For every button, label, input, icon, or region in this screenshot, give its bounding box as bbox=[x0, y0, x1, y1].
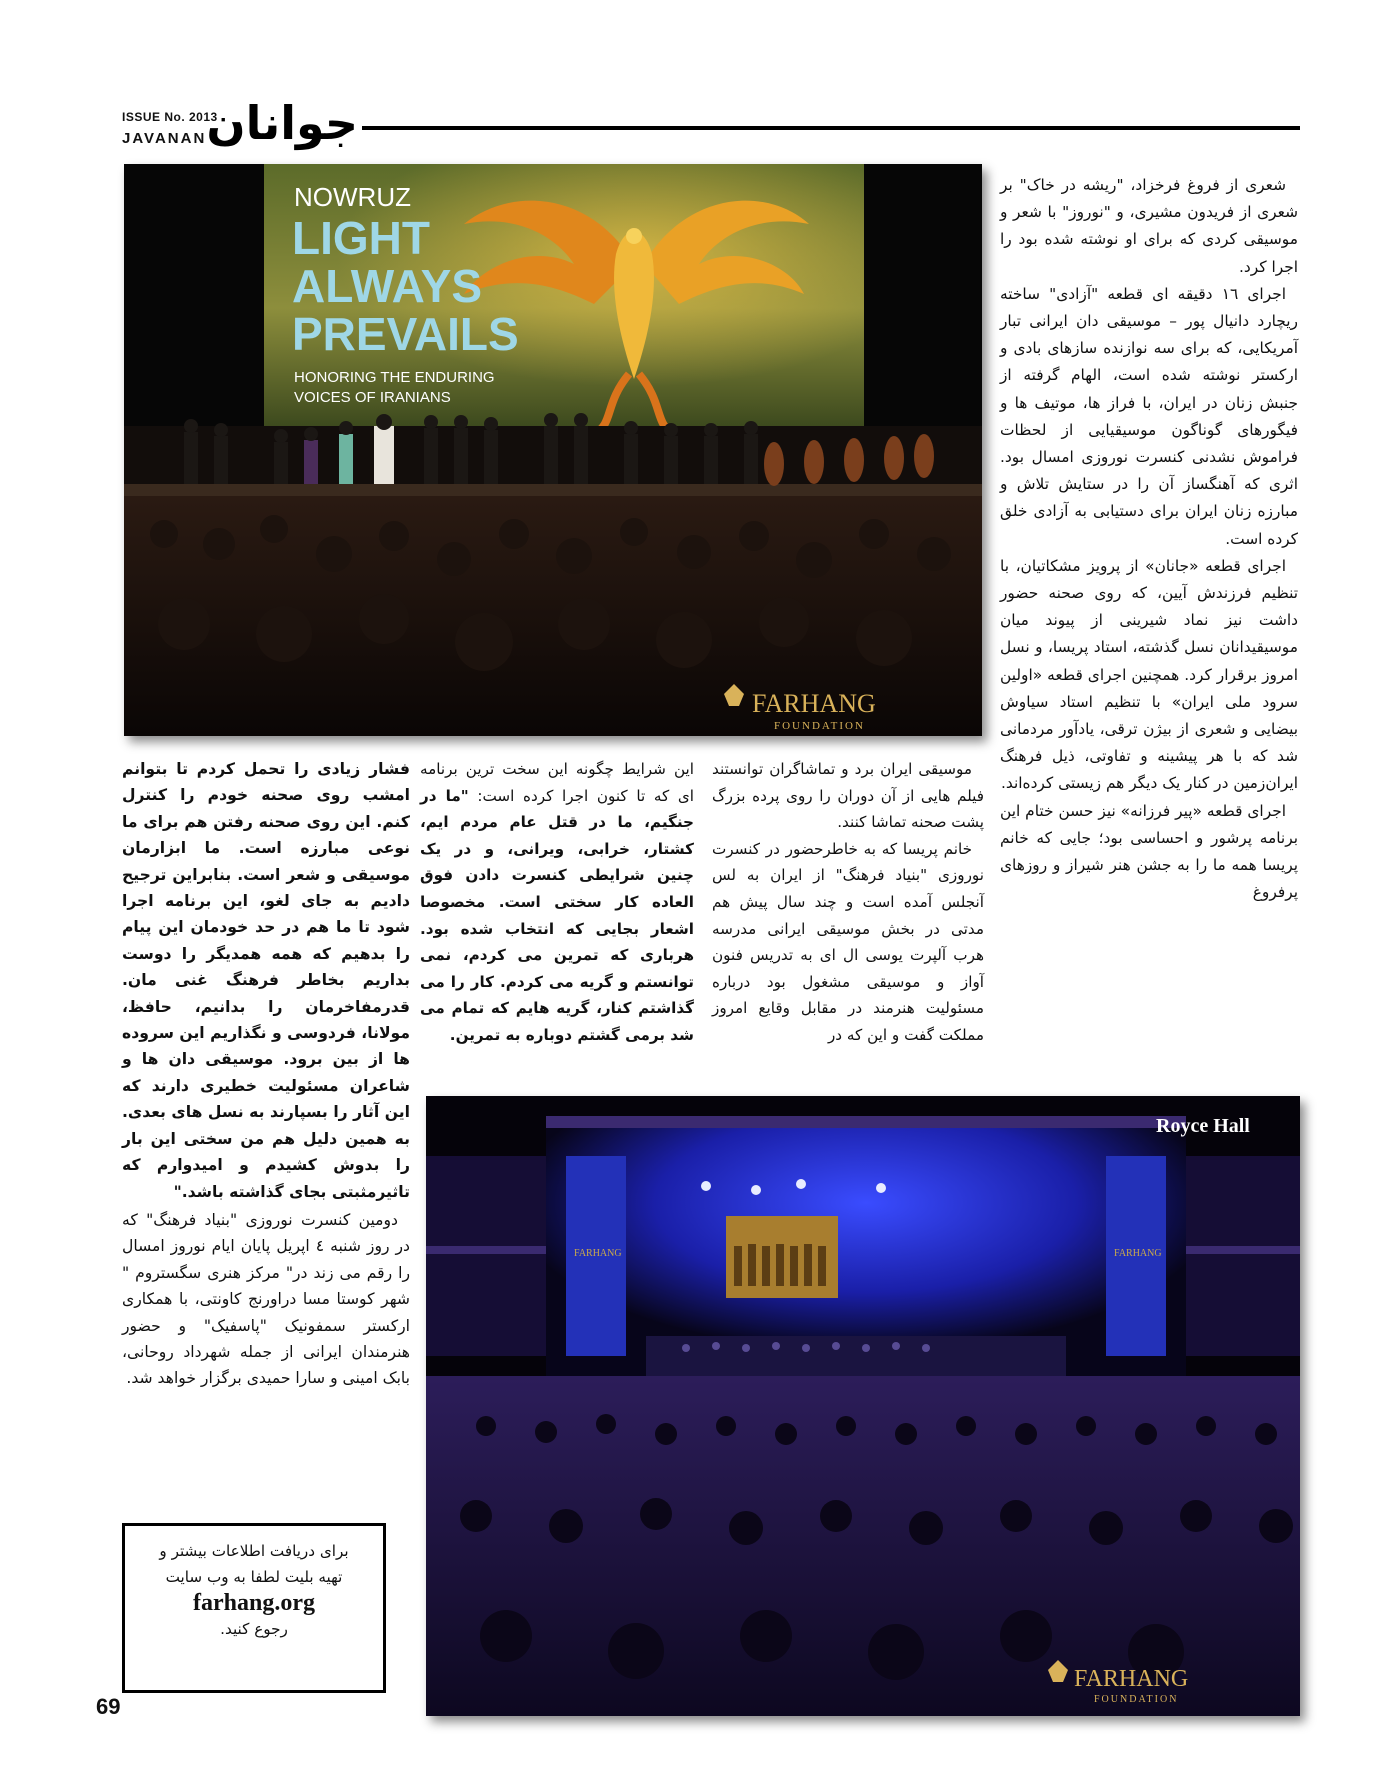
concert-stage-illustration bbox=[124, 164, 982, 736]
header-rule bbox=[362, 126, 1300, 130]
paragraph: دومین کنسرت نوروزی "بنیاد فرهنگ" که در روز شنبه ٤ اپریل پایان ایام نوروز امسال را رقم می زند در" مرکز هنری سگستروم " شهر کوستا مسا دراورنج کاونتی، با همکاری ارکستر سمفونیک "پاسفیک" و حضور هنرمندان ایرانی از جمله شهرداد روحانی، بابک امینی و سارا حمیدی برگزار خواهد شد. bbox=[122, 1210, 410, 1388]
concert-stage-photo bbox=[124, 164, 982, 736]
magazine-name-en: JAVANAN bbox=[122, 130, 207, 147]
stage-edge bbox=[124, 484, 982, 496]
svg-text:FARHANG: FARHANG bbox=[574, 1248, 622, 1259]
page-number: 69 bbox=[96, 1694, 121, 1719]
paragraph: اجرای قطعه «پیر فرزانه» نیز حسن ختام این برنامه پرشور و احساسی بود؛ جایی که خانم پریسا همه ما را به جشن هنر شیراز و روزهای پرفروغ bbox=[1000, 801, 1298, 902]
screen-line1: LIGHT bbox=[292, 212, 430, 264]
svg-text:FARHANG: FARHANG bbox=[1114, 1248, 1162, 1259]
quote-bold: "ما در جنگیم، ما در قتل عام مردم ایم، کشتار، خرابی، ویرانی، و در یک چنین شرایطی کنسرت دادن فوق العاده کار سختی است. مخصوصا اشعار بجایی که انتخاب شده بود. هرباری که تمرین می کردم، نمی توانستم و گریه می کردم. کار را می گذاشتم کنار، گریه هایم که تمام می شد برمی گشتم دوباره به تمرین. bbox=[420, 786, 694, 1044]
logo-text: جوانان bbox=[206, 96, 358, 150]
photo-caption: Royce Hall bbox=[1156, 1115, 1250, 1137]
royce-hall-illustration bbox=[426, 1096, 1300, 1716]
article-column-mid-right bbox=[712, 756, 984, 1096]
watermark-farhang-1: FARHANG bbox=[752, 689, 876, 718]
screen-kicker: NOWRUZ bbox=[294, 182, 411, 212]
info-box bbox=[122, 1523, 386, 1693]
screen-line3: PREVAILS bbox=[292, 308, 519, 360]
issue-number: ISSUE No. 2013 bbox=[122, 110, 218, 124]
watermark-farhang-2: FARHANG bbox=[1074, 1666, 1189, 1692]
screen-sub1: HONORING THE ENDURING bbox=[294, 369, 495, 386]
watermark-foundation-2: FOUNDATION bbox=[1094, 1694, 1179, 1705]
article-column-right bbox=[1000, 172, 1298, 1092]
quote-intro: این شرایط چگونه این سخت ترین برنامه ای که تا کنون اجرا کرده است: bbox=[420, 760, 694, 805]
paragraph: اجرای قطعه «جانان» از پرویز مشکاتیان، با تنظیم فرزندش آیین، که روی صحنه حضور داشت نیز نماد شیرینی از پیوند میان موسیقیدانان نسل گذشته، استاد پریسا، و نسل امروز برقرار کرد. همچنین اجرای قطعه «اولین سرود ملی ایران» با تنظیم استاد سیاوش بیضایی و شعری از بیژن ترقی، یادآور مردمانی شد که با هر پیشینه و تفاوتی، ذیل فرهنگ ایران‌زمین در کنار یک دیگر هم زیستی کرده‌اند. bbox=[1000, 556, 1298, 793]
watermark-foundation-1: FOUNDATION bbox=[774, 720, 865, 732]
info-line-3: رجوع کنید. bbox=[220, 1620, 288, 1638]
quote-continued: فشار زیادی را تحمل کردم تا بتوانم امشب روی صحنه خودم را کنترل کنم. این روی صحنه رفتن هم برای ما نوعی مبارزه است. ما ابزارمان موسیقی و شعر است. بنابراین ترجیح دادیم به جای لغو، این برنامه اجرا شود تا ما هم در حد خودمان این پیام را بدهیم که همه همدیگر را دوست بداریم بخاطر فرهنگ غنی مان. قدرمفاخرمان را بدانیم، حافظ، مولانا، فردوسی و نگذاریم این سروده ها از بین برود. موسیقی دان ها و شاعران مسئولیت خطیری دارند که این آثار را بسپارند به نسل های بعدی. به همین دلیل هم من سختی این بار را بدوش کشیدم و امیدوارم که تاثیرمثبتی بجای گذاشته باشد." bbox=[122, 760, 410, 1201]
paragraph: شعری از فروغ فرخزاد، "ریشه در خاک" بر شعری از فریدون مشیری، و "نوروز" با شعر و موسیقی کردی که برای او نوشته شده بود را اجرا کرد. bbox=[1000, 176, 1298, 276]
screen-sub2: VOICES OF IRANIANS bbox=[294, 389, 451, 406]
paragraph: اجرای ١٦ دقیقه ای قطعه "آزادی" ساخته ریچارد دانیال پور – موسیقی دان ایرانی تبار آمریکایی، که برای سه نوازنده سازهای بادی و ارکستر نوشته شده است، الهام گرفته از جنبش زنان در ایران، با فراز ها، موتیف ها و فیگورهای گوناگون موسیقیایی از لحظات فراموش نشدنی کنسرت نوروزی امسال بود. اثری که آهنگساز آن را در ستایش تلاش و مبارزه زنان ایران برای دستیابی به آزادی خلق کرده است. bbox=[1000, 284, 1298, 548]
screen-line2: ALWAYS bbox=[292, 260, 483, 312]
royce-hall-photo bbox=[426, 1096, 1300, 1716]
info-line-2: تهیه بلیت لطفا به وب سایت bbox=[165, 1568, 343, 1586]
magazine-logo bbox=[206, 96, 358, 150]
article-column-left bbox=[122, 756, 410, 1496]
article-column-mid-left bbox=[420, 756, 694, 1096]
info-line-1: برای دریافت اطلاعات بیشتر و bbox=[159, 1542, 349, 1560]
paragraph: موسیقی ایران برد و تماشاگران توانستند فیلم هایی از آن دوران را روی پرده بزرگ پشت صحنه تماشا کنند. bbox=[712, 760, 984, 832]
website-link[interactable]: farhang.org bbox=[193, 1590, 315, 1616]
paragraph: خانم پریسا که به خاطرحضور در کنسرت نوروزی "بنیاد فرهنگ" از ایران به لس آنجلس آمده است و چند سال پیش هم مدتی در بخش موسیقی ایرانی مدرسه هرب آلپرت یوسی ال ای به تدریس فنون آواز و موسیقی مشغول بود درباره مسئولیت هنرمند در مقابل وقایع امروز مملکت گفت و این که در bbox=[712, 839, 984, 1044]
